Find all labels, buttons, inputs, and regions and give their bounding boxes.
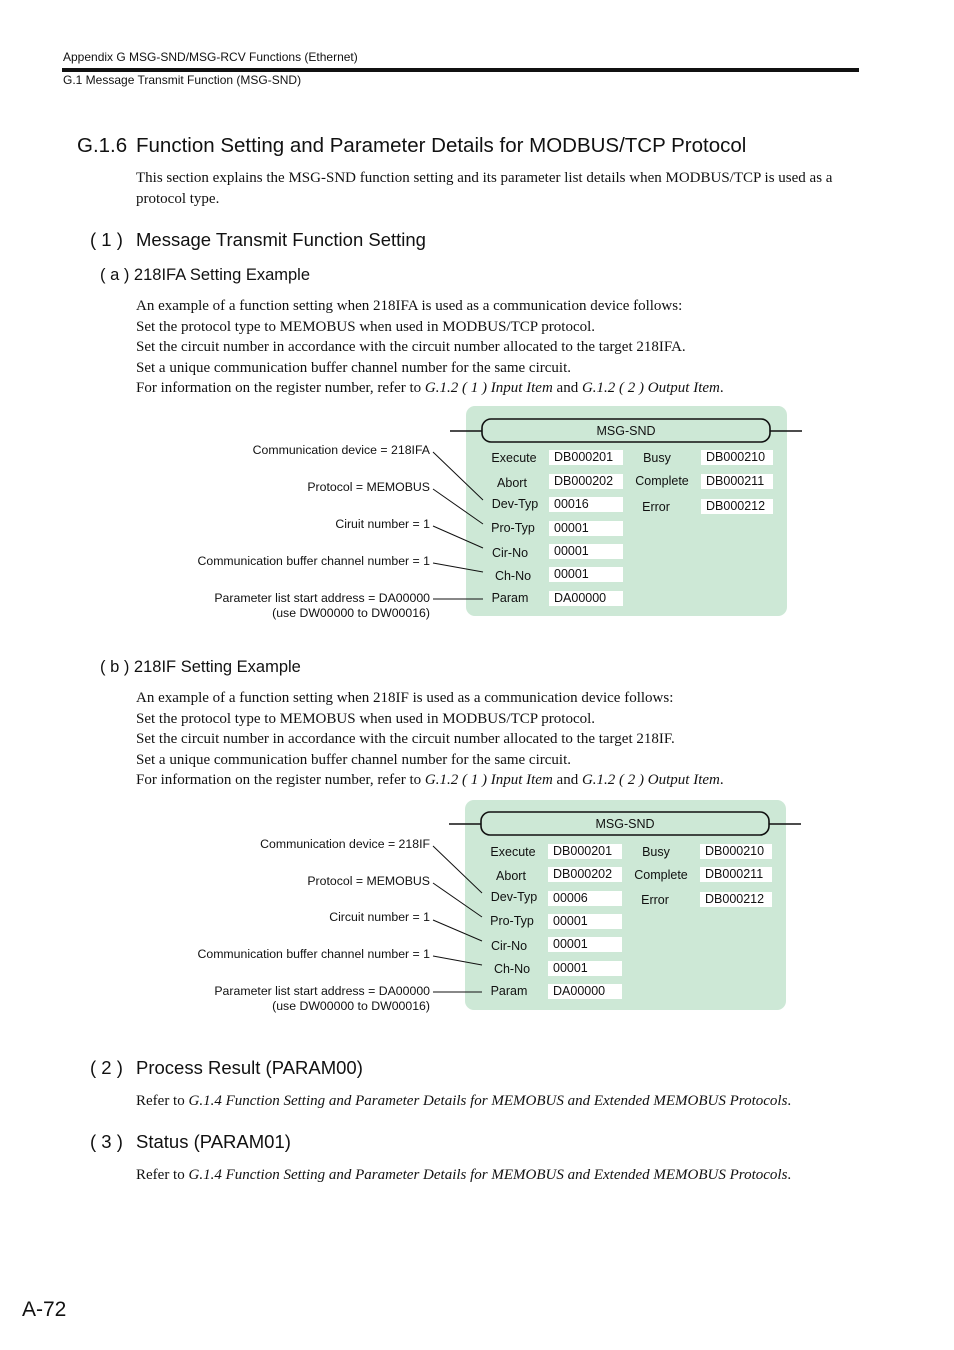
input-value: DA00000: [548, 984, 622, 999]
output-label: Error: [641, 893, 669, 907]
input-label: Execute: [490, 845, 536, 859]
ref-link-input-item[interactable]: G.1.2 ( 1 ) Input Item: [424, 380, 553, 397]
subsection-3-reference: [136, 1165, 791, 1186]
output-label: Complete: [635, 474, 689, 488]
output-value: DB000212: [701, 499, 773, 514]
ref-mid: and: [552, 380, 582, 397]
subsection-1-title: Message Transmit Function Setting: [136, 229, 426, 250]
input-value: DB000202: [548, 867, 622, 882]
ref-prefix: For information on the register number, refer to: [136, 772, 425, 789]
callout-param-address: Parameter list start address = DA00000: [214, 591, 430, 605]
output-label: Busy: [642, 845, 670, 859]
example-a-line: Set the protocol type to MEMOBUS when used in MODBUS/TCP protocol.: [136, 318, 596, 335]
example-a-body: [136, 296, 724, 399]
subsection-2-reference: [136, 1091, 791, 1112]
input-label: Param: [491, 591, 529, 605]
example-a-line: An example of a function setting when 218IFA is used as a communication device follows:: [136, 298, 683, 314]
callout-channel: Communication buffer channel number = 1: [197, 554, 430, 568]
ref-prefix: Refer to: [136, 1167, 189, 1183]
example-b-line: Set a unique communication buffer channel number for the same circuit.: [136, 751, 571, 768]
input-label: Cir-No: [490, 939, 528, 953]
function-block-diagram-218if: [180, 800, 820, 1015]
input-value: DB000201: [549, 450, 623, 465]
input-label: Param: [490, 984, 528, 998]
output-label: Error: [642, 500, 670, 514]
callout-param-range: (use DW00000 to DW00016): [272, 606, 430, 620]
example-a-heading: ( a ) 218IFA Setting Example: [100, 266, 311, 284]
ref-suffix: .: [719, 380, 724, 397]
input-label: Dev-Typ: [490, 890, 538, 904]
example-a-line: Set a unique communication buffer channel number for the same circuit.: [136, 359, 571, 376]
input-label: Cir-No: [491, 546, 529, 560]
section-title: Function Setting and Parameter Details for MODBUS/TCP Protocol: [136, 134, 747, 157]
callout-protocol: Protocol = MEMOBUS: [307, 874, 430, 888]
callout-circuit: Circuit number = 1: [329, 910, 430, 924]
ref-prefix: Refer to: [136, 1093, 189, 1109]
input-label: Pro-Typ: [490, 914, 534, 928]
input-value: 00001: [549, 544, 623, 559]
callout-circuit: Ciruit number = 1: [335, 517, 430, 531]
input-label: Abort: [496, 869, 526, 883]
diagram-graphics: [180, 800, 820, 1015]
section-heading: [77, 134, 746, 158]
input-label: Execute: [491, 451, 537, 465]
callout-protocol: Protocol = MEMOBUS: [307, 480, 430, 494]
block-name: MSG-SND: [596, 424, 656, 438]
subsection-1-number: ( 1 ): [90, 229, 123, 250]
input-value: DA00000: [549, 591, 623, 606]
running-header-section: G.1 Message Transmit Function (MSG-SND): [63, 73, 302, 87]
subsection-2-title: Process Result (PARAM00): [136, 1057, 363, 1078]
input-value: DB000201: [548, 844, 622, 859]
subsection-3-heading: [90, 1131, 291, 1153]
page-number: A-72: [22, 1298, 67, 1321]
ref-link-memobus-details[interactable]: G.1.4 Function Setting and Parameter Details for MEMOBUS and Extended MEMOBUS Protocols: [188, 1167, 788, 1183]
output-value: DB000211: [701, 474, 773, 489]
input-value: DB000202: [549, 474, 623, 489]
callout-channel: Communication buffer channel number = 1: [197, 947, 430, 961]
example-b-line: Set the protocol type to MEMOBUS when used in MODBUS/TCP protocol.: [136, 710, 596, 727]
input-label: Pro-Typ: [491, 521, 535, 535]
header-rule: [62, 68, 859, 72]
callout-param-range: (use DW00000 to DW00016): [272, 999, 430, 1013]
subsection-1-heading: [90, 229, 426, 251]
output-value: DB000212: [700, 892, 772, 907]
input-label: Dev-Typ: [491, 497, 539, 511]
function-block-diagram-218ifa: [180, 406, 820, 621]
input-value: 00001: [548, 937, 622, 952]
ref-link-memobus-details[interactable]: G.1.4 Function Setting and Parameter Details for MEMOBUS and Extended MEMOBUS Protocols: [188, 1093, 788, 1109]
input-label: Ch-No: [494, 569, 532, 583]
example-a-line: Set the circuit number in accordance with the circuit number allocated to the target 218IFA.: [136, 339, 686, 356]
ref-suffix: .: [719, 772, 724, 789]
example-b-reference: [136, 770, 724, 791]
section-number: G.1.6: [77, 134, 128, 157]
input-label: Ch-No: [493, 962, 531, 976]
subsection-2-heading: [90, 1057, 363, 1079]
input-value: 00006: [548, 891, 622, 906]
block-name: MSG-SND: [595, 817, 655, 831]
output-label: Complete: [634, 868, 688, 882]
ref-suffix: .: [787, 1093, 792, 1109]
input-value: 00001: [548, 961, 622, 976]
callout-param-address: Parameter list start address = DA00000: [214, 984, 430, 998]
ref-suffix: .: [787, 1167, 792, 1183]
output-value: DB000211: [700, 867, 772, 882]
output-value: DB000210: [700, 844, 772, 859]
subsection-3-title: Status (PARAM01): [136, 1131, 291, 1152]
running-header-appendix: Appendix G MSG-SND/MSG-RCV Functions (Ethernet): [63, 50, 358, 64]
input-value: 00001: [548, 914, 622, 929]
subsection-3-number: ( 3 ): [90, 1131, 123, 1152]
ref-link-output-item[interactable]: G.1.2 ( 2 ) Output Item: [581, 380, 720, 397]
section-intro: This section explains the MSG-SND function setting and its parameter list details when MODBUS/TCP is used as a protocol type.: [136, 170, 833, 207]
example-b-line: An example of a function setting when 218IF is used as a communication device follows:: [136, 690, 674, 706]
output-value: DB000210: [701, 450, 773, 465]
callout-device: Communication device = 218IF: [260, 837, 430, 851]
example-b-line: Set the circuit number in accordance with the circuit number allocated to the target 218IF.: [136, 731, 675, 748]
subsection-2-number: ( 2 ): [90, 1057, 123, 1078]
ref-mid: and: [552, 772, 582, 789]
example-a-reference: [136, 378, 724, 399]
input-value: 00016: [549, 497, 623, 512]
example-b-heading: ( b ) 218IF Setting Example: [100, 658, 301, 676]
input-value: 00001: [549, 521, 623, 536]
ref-prefix: For information on the register number, refer to: [136, 380, 425, 397]
example-b-body: [136, 688, 724, 791]
callout-device: Communication device = 218IFA: [252, 443, 430, 457]
ref-link-input-item[interactable]: G.1.2 ( 1 ) Input Item: [424, 772, 553, 789]
input-value: 00001: [549, 567, 623, 582]
output-label: Busy: [643, 451, 671, 465]
ref-link-output-item[interactable]: G.1.2 ( 2 ) Output Item: [581, 772, 720, 789]
input-label: Abort: [497, 476, 527, 490]
